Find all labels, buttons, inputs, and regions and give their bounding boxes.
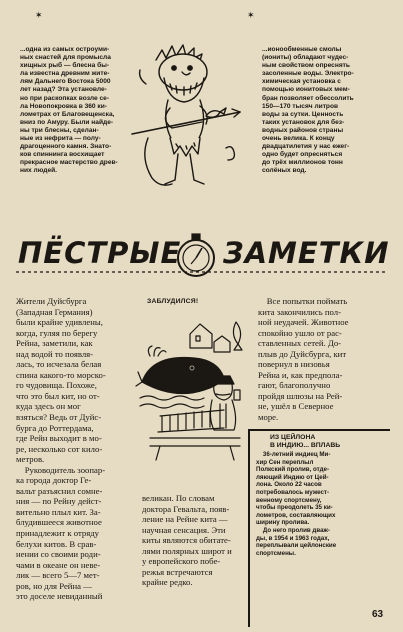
top-left-line: лет назад? Эта установле-	[20, 86, 107, 94]
top-left-line: них людей.	[20, 167, 58, 175]
top-right-line: химическая установка с	[262, 78, 341, 86]
left-column-line: метров.	[16, 454, 45, 465]
top-right-line: ным свойством опреснять	[262, 62, 350, 70]
middle-column-line: ление на Рейне кита —	[142, 514, 228, 525]
right-column-line: Все попытки поймать	[258, 296, 348, 306]
whale-illustration	[140, 312, 250, 472]
left-column-line: бурга до Роттердама,	[16, 422, 94, 433]
top-right-line: засоленные воды. Электро-	[262, 70, 354, 78]
left-column-line: (Западная Германия)	[16, 306, 93, 317]
top-right-line: 150—170 тысяч литров	[262, 102, 339, 110]
top-left-line: ные из нефрита — полу-	[20, 135, 101, 143]
ceylon-title-line: В ИНДИЮ... ВПЛАВЬ	[270, 442, 341, 449]
text-block-blesna	[20, 46, 118, 176]
ceylon-text-line: ширину пролива.	[256, 519, 310, 527]
top-left-line: ных снастей для промысла	[20, 54, 111, 62]
ceylon-text-line: хир Сен переплыл	[256, 458, 314, 466]
left-column-line: куда здесь он мог	[16, 401, 81, 412]
left-column-line: ка города доктор Ге-	[16, 475, 92, 486]
top-left-line: вниз по Амуру. Были найде-	[20, 118, 114, 126]
ceylon-text-line: До него пролив дваж-	[256, 526, 330, 534]
top-left-line: лям Дальнего Востока 5000	[20, 78, 111, 86]
star-icon: ✶	[35, 10, 43, 20]
ceylon-text-line: венному спортсмену,	[256, 496, 322, 504]
middle-column-line: научная сенсация. Эти	[142, 524, 226, 535]
ceylon-box-text	[256, 451, 336, 557]
left-column-line: что это был кит, но от-	[16, 390, 100, 401]
right-column-line: спокойно ушло от рас-	[258, 327, 342, 338]
caveman-fisherman-illustration	[128, 38, 248, 198]
section-title-word: ЗАМЕТКИ	[223, 236, 390, 270]
top-right-line: таких установок для без-	[262, 118, 345, 126]
right-column-line: Рейна и, как предпола-	[258, 369, 343, 380]
left-column-line: вительно плыл кит. За-	[16, 506, 101, 517]
middle-column-line: великан. По словам	[142, 493, 215, 503]
top-left-line: прекрасное мастерство древ-	[20, 159, 118, 167]
left-column-line: лик — всего 5—7 мет-	[16, 570, 100, 581]
middle-column-line: доктора Гевальта, появ-	[142, 503, 230, 514]
ceylon-text-line: лометров, составляющих	[256, 511, 336, 519]
left-column-line: чами в океане он неве-	[16, 559, 101, 570]
top-right-line: одно будет опресняться	[262, 151, 343, 159]
left-column-line: вальт разъяснил сомне-	[16, 485, 103, 496]
middle-column-line: лями полярных широт и	[142, 545, 232, 556]
top-right-line: водных районов страны	[262, 126, 344, 134]
ceylon-text-line: 36-летний индиец Ми-	[256, 451, 331, 458]
left-column-line: белухи китов. В срав-	[16, 538, 97, 549]
top-left-line: ла известна древним жите-	[20, 70, 110, 78]
top-left-line: лометрах от Благовещенска,	[20, 110, 115, 118]
article-right-column	[258, 296, 349, 423]
top-left-line: драгоценного камня. Знато-	[20, 143, 112, 151]
top-right-line: бран позволяет обессолить	[262, 94, 354, 102]
middle-column-line: у европейского побе-	[142, 556, 221, 567]
right-column-line: повернул в низовья	[258, 359, 330, 370]
left-column-line: Руководитель зоопар-	[16, 464, 106, 475]
left-column-line: Рейна, заметили, как	[16, 338, 93, 349]
left-column-line: блудившееся животное	[16, 517, 102, 528]
ceylon-text-line: Полкский пролив, отде-	[256, 466, 330, 474]
right-column-line: гают, благополучно	[258, 380, 331, 391]
top-right-line: помощью ионитовых мем-	[262, 86, 350, 94]
left-column-line: спина какого-то морско-	[16, 369, 106, 380]
top-right-line: ...ионообменные смолы	[262, 46, 342, 53]
ceylon-text-line: переплывали цейлонские	[256, 542, 337, 550]
article-left-column	[16, 296, 106, 602]
right-column-line: кита закончились пол-	[258, 306, 341, 317]
left-column-line: принадлежит к отряду	[16, 528, 100, 539]
top-left-line: хищных рыб — блесна бы-	[20, 62, 110, 70]
ceylon-title-line: ИЗ ЦЕЙЛОНА	[270, 434, 316, 441]
star-icon: ✶	[247, 10, 255, 20]
left-column-line: ния — по Рейну дейст-	[16, 496, 102, 507]
left-column-line: где Рейн выходит в мо-	[16, 433, 102, 444]
top-right-line: солёных вод.	[262, 167, 307, 175]
right-column-line: плыв до Дуйсбурга, кит	[258, 348, 347, 359]
left-column-line: были крайне удивлены,	[16, 317, 103, 328]
ceylon-text-line: лона. Около 22 часов	[256, 481, 322, 489]
left-column-line: взяться? Ведь от Дуйс-	[16, 412, 102, 423]
article-headline: ЗАБЛУДИЛСЯ!	[147, 298, 199, 305]
right-column-line: ставленных сетей. До-	[258, 338, 342, 349]
right-column-line: море.	[258, 412, 279, 423]
right-column-line: пройдя шлюзы на Рей-	[258, 390, 343, 401]
middle-column-line: режья встречаются	[142, 566, 213, 577]
ceylon-text-line: ляющий Индию от Цей-	[256, 473, 329, 481]
left-column-line: лась, то исчезала белая	[16, 359, 102, 370]
top-left-line: ла Новопокровка в 360 ки-	[20, 102, 107, 110]
ceylon-box-title	[270, 434, 340, 450]
right-column-line: ной неудачей. Животное	[258, 317, 349, 328]
top-right-line: до трёх миллионов тонн	[262, 159, 343, 167]
middle-column-line: киты являются обитате-	[142, 535, 231, 546]
ceylon-text-line: потребовалось мужест-	[256, 488, 330, 496]
top-right-line: очень велика. К концу	[262, 135, 335, 143]
section-title-word: ПЁСТРЫЕ	[18, 236, 182, 270]
left-column-line: это доселе невиданный	[16, 591, 103, 602]
left-column-line: ров, но для Рейна —	[16, 580, 92, 591]
left-column-line: ре, несколько сот кило-	[16, 443, 103, 454]
top-right-line: воды за сутки. Ценность	[262, 110, 344, 118]
left-column-line: го чудовища. Похоже,	[16, 380, 97, 391]
ceylon-text-line: спортсмены.	[256, 549, 296, 557]
top-left-line: ков спиннинга восхищает	[20, 151, 105, 159]
left-column-line: когда, гуляя по берегу	[16, 327, 98, 338]
ceylon-text-line: чтобы преодолеть 35 ки-	[256, 504, 333, 512]
left-column-line: Жители Дуйсбурга	[16, 296, 87, 306]
ceylon-text-line: ды, в 1954 и 1963 годах,	[256, 534, 330, 542]
right-column-line: не, ушёл в Северное	[258, 401, 334, 412]
top-right-line: двадцатилетия у нас ежег-	[262, 143, 350, 151]
left-column-line: над водой то появля-	[16, 348, 94, 359]
middle-column-line: крайне редко.	[142, 577, 193, 588]
page-number: 63	[372, 609, 384, 620]
top-left-line: но при раскопках возле се-	[20, 94, 110, 102]
text-block-ionites	[262, 46, 354, 176]
top-left-line: ...одна из самых остроуми-	[20, 46, 110, 53]
section-title	[18, 236, 388, 276]
article-middle-column	[142, 493, 232, 588]
top-right-line: (иониты) обладают чудес-	[262, 54, 349, 62]
top-left-line: ны три блесны, сделан-	[20, 126, 99, 134]
left-column-line: нении со своими роди-	[16, 549, 101, 560]
